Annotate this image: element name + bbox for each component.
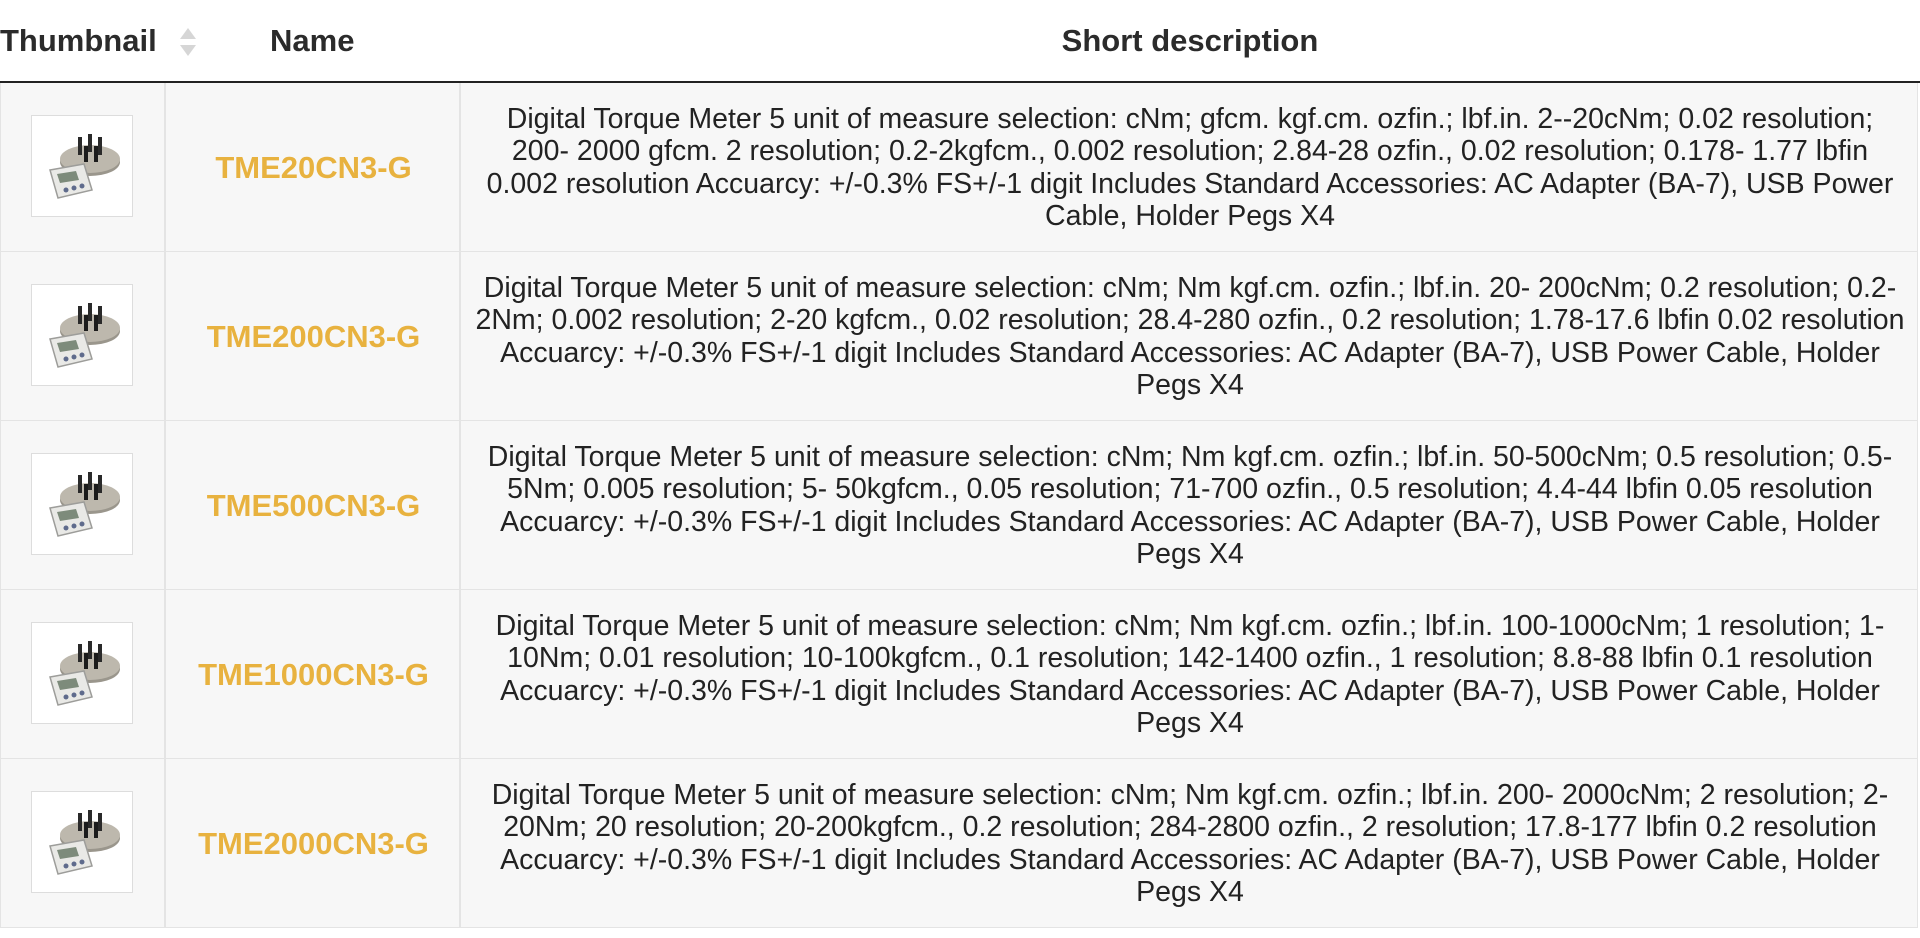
table-row <box>0 759 1918 928</box>
product-thumbnail[interactable] <box>31 622 133 724</box>
table-row <box>0 252 1918 421</box>
thumbnail-cell <box>1 590 166 759</box>
product-thumbnail[interactable] <box>31 284 133 386</box>
table-header <box>0 0 1920 83</box>
thumbnail-cell <box>1 759 166 928</box>
description-cell <box>461 590 1919 759</box>
thumbnail-cell <box>1 83 166 252</box>
description-cell <box>461 421 1919 590</box>
column-header-name <box>270 0 470 81</box>
name-cell <box>166 252 461 421</box>
table-row <box>0 83 1918 252</box>
product-thumbnail[interactable] <box>31 791 133 893</box>
column-header-name-label: Name <box>270 23 355 58</box>
column-header-short-description-label: Short description <box>1061 23 1319 58</box>
table-row <box>0 590 1918 759</box>
product-thumbnail[interactable] <box>31 453 133 555</box>
product-name-link[interactable]: TME500CN3-G <box>206 488 421 523</box>
description-cell <box>461 83 1919 252</box>
name-cell <box>166 421 461 590</box>
column-header-thumbnail-label: Thumbnail <box>0 23 157 58</box>
product-description: Digital Torque Meter 5 unit of measure selection: cNm; Nm kgf.cm. ozfin.; lbf.in. 20- 200cNm; 0.2 resolution; 0.2- 2Nm; 0.002 resolution; 2-20 kgfcm., 0.02 resolution; 28.4-280 ozfin., 0.2 resolution; 1.78-17.6 lbfin 0.02 resolution Accuarcy: +/-0.3% FS+/-1 digit Includes Standard Accessories: AC Adapter (BA-7), USB Power Cable, Holder Pegs X4 <box>475 271 1905 401</box>
column-header-short-description <box>460 0 1920 81</box>
table-row <box>0 421 1918 590</box>
name-cell <box>166 590 461 759</box>
name-cell <box>166 83 461 252</box>
sort-icon[interactable] <box>176 24 200 60</box>
thumbnail-cell <box>1 421 166 590</box>
description-cell <box>461 252 1919 421</box>
product-name-link[interactable]: TME2000CN3-G <box>198 826 429 861</box>
column-header-thumbnail[interactable] <box>0 0 200 81</box>
product-name-link[interactable]: TME20CN3-G <box>215 150 412 185</box>
product-thumbnail[interactable] <box>31 115 133 217</box>
thumbnail-cell <box>1 252 166 421</box>
product-description: Digital Torque Meter 5 unit of measure selection: cNm; Nm kgf.cm. ozfin.; lbf.in. 100-1000cNm; 1 resolution; 1-10Nm; 0.01 resolution; 10-100kgfcm., 0.1 resolution; 142-1400 ozfin., 1 resolution; 8.8-88 lbfin 0.1 resolution Accuarcy: +/-0.3% FS+/-1 digit Includes Standard Accessories: AC Adapter (BA-7), USB Power Cable, Holder Pegs X4 <box>495 609 1885 739</box>
product-name-link[interactable]: TME200CN3-G <box>206 319 421 354</box>
product-name-link[interactable]: TME1000CN3-G <box>198 657 429 692</box>
torque-meter-icon <box>40 631 126 717</box>
product-description: Digital Torque Meter 5 unit of measure selection: cNm; Nm kgf.cm. ozfin.; lbf.in. 50-500cNm; 0.5 resolution; 0.5- 5Nm; 0.005 resolution; 5- 50kgfcm., 0.05 resolution; 71-700 ozfin., 0.5 resolution; 4.4-44 lbfin 0.05 resolution Accuarcy: +/-0.3% FS+/-1 digit Includes Standard Accessories: AC Adapter (BA-7), USB Power Cable, Holder Pegs X4 <box>487 440 1893 570</box>
description-cell <box>461 759 1919 928</box>
torque-meter-icon <box>40 124 126 210</box>
torque-meter-icon <box>40 462 126 548</box>
name-cell <box>166 759 461 928</box>
torque-meter-icon <box>40 800 126 886</box>
product-description: Digital Torque Meter 5 unit of measure selection: cNm; Nm kgf.cm. ozfin.; lbf.in. 200- 2000cNm; 2 resolution; 2-20Nm; 20 resolution; 20-200kgfcm., 0.2 resolution; 284-2800 ozfin., 2 resolution; 17.8-177 lbfin 0.2 resolution Accuarcy: +/-0.3% FS+/-1 digit Includes Standard Accessories: AC Adapter (BA-7), USB Power Cable, Holder Pegs X4 <box>491 778 1889 908</box>
torque-meter-icon <box>40 293 126 379</box>
product-description: Digital Torque Meter 5 unit of measure selection: cNm; gfcm. kgf.cm. ozfin.; lbf.in. 2--20cNm; 0.02 resolution; 200- 2000 gfcm. 2 resolution; 0.2-2kgfcm., 0.002 resolution; 2.84-28 ozfin., 0.02 resolution; 0.178- 1.77 lbfin 0.002 resolution Accuarcy: +/-0.3% FS+/-1 digit Includes Standard Accessories: AC Adapter (BA-7), USB Power Cable, Holder Pegs X4 <box>486 102 1894 232</box>
